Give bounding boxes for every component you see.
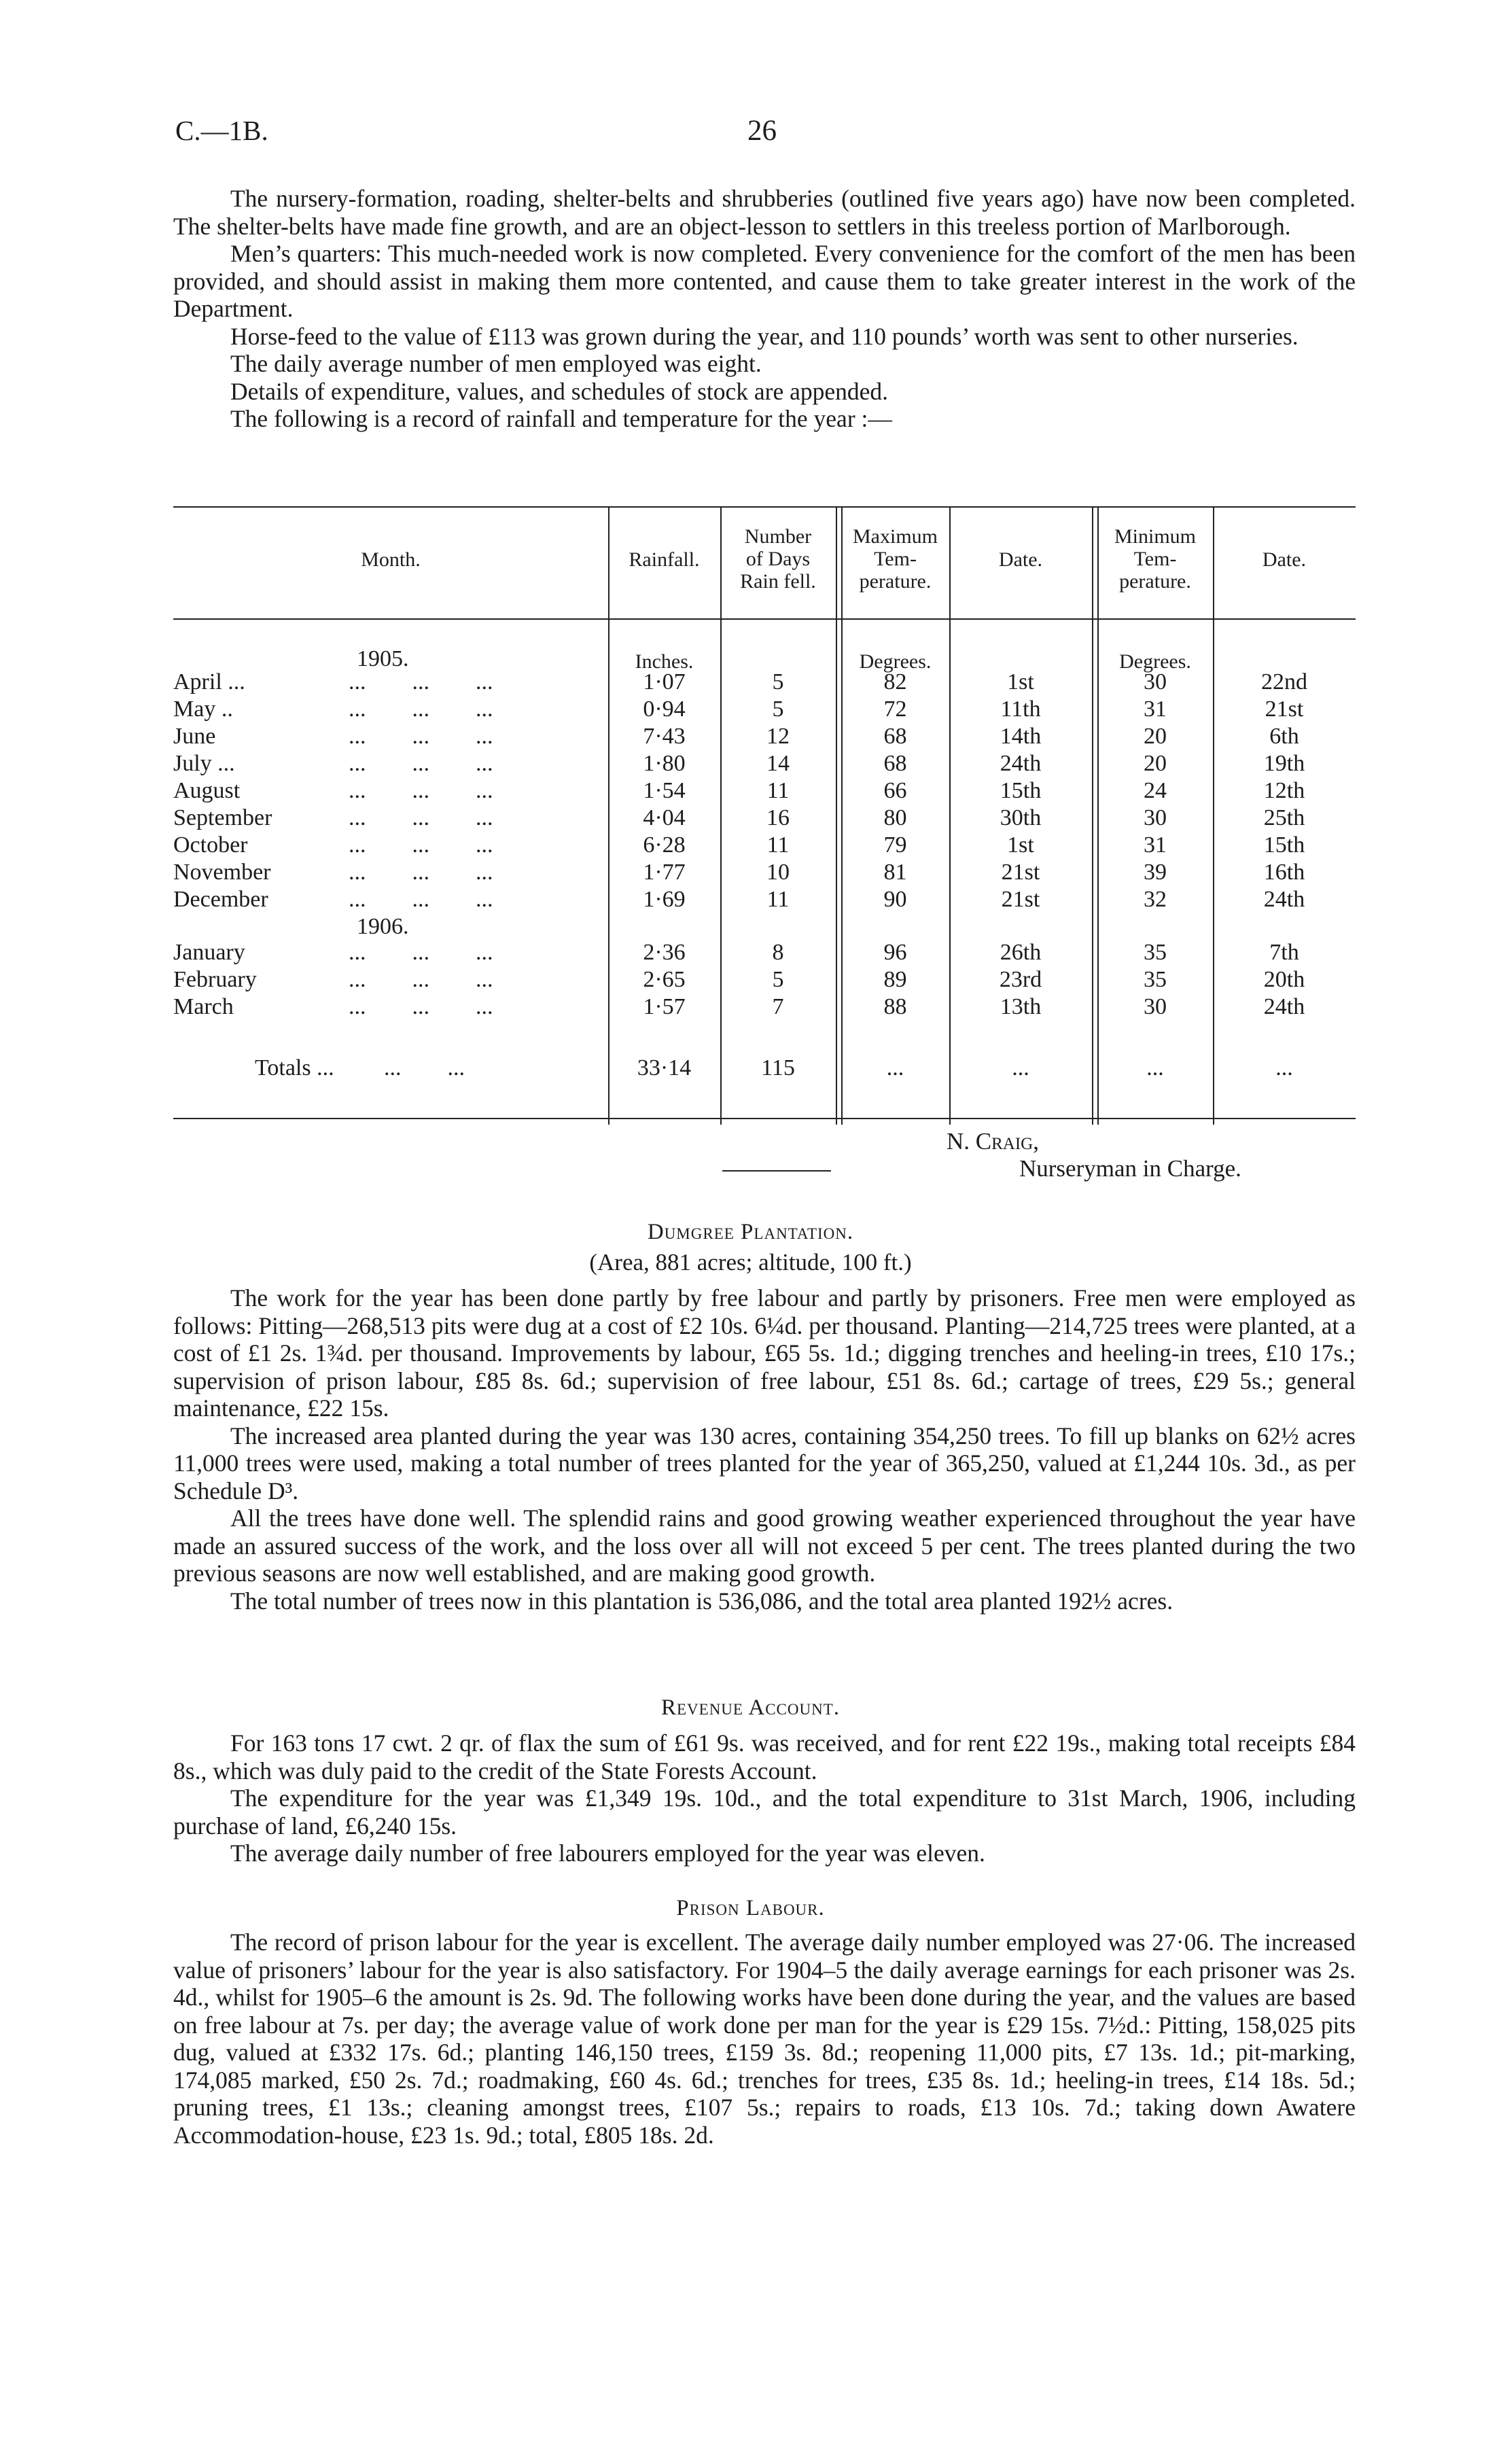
cell-min-temp: 24 <box>1144 778 1167 803</box>
document-code: C.—1B. <box>175 115 268 146</box>
cell-rainfall: 0·94 <box>643 697 686 722</box>
prison-text <box>173 1929 1356 2149</box>
cell-leader-dots: ... ... ... <box>349 697 493 722</box>
cell-month: November <box>173 860 271 885</box>
cell-days: 10 <box>766 860 790 885</box>
header-month: Month. <box>361 548 421 571</box>
totals-date-min: ... <box>1275 1055 1293 1080</box>
cell-leader-dots: ... ... ... <box>349 751 493 776</box>
unit-label: Degrees. <box>859 650 932 673</box>
paragraph: Men’s quarters: This much-needed work is now completed. Every convenience for the comfort of the men has been provided, and should assist in making them more contented, and cause them to take greater interest in the work of the Department. <box>173 240 1356 322</box>
cell-date-max: 26th <box>1000 940 1042 965</box>
paragraph: The daily average number of men employed was eight. <box>230 350 762 377</box>
cell-date-min: 24th <box>1263 994 1305 1019</box>
header-line: Tem- <box>874 548 917 570</box>
cell-date-min: 15th <box>1263 832 1305 858</box>
cell-days: 5 <box>772 697 784 722</box>
cell-date-max: 21st <box>1001 860 1040 885</box>
cell-date-max: 14th <box>1000 724 1042 749</box>
revenue-text <box>173 1729 1356 1867</box>
cell-month: September <box>173 805 272 830</box>
signature-name-text: N. Craig, <box>947 1128 1039 1155</box>
cell-date-min: 22nd <box>1261 669 1307 694</box>
paragraph: For 163 tons 17 cwt. 2 qr. of flax the sum of £61 9s. was received, and for rent £22 19s., making total receipts £84 8s., which was duly paid to the credit of the State Forests Account. <box>173 1729 1356 1784</box>
cell-rainfall: 1·80 <box>643 751 686 776</box>
cell-min-temp: 31 <box>1144 832 1167 858</box>
cell-date-max: 30th <box>1000 805 1042 830</box>
paragraph: Details of expenditure, values, and schedules of stock are appended. <box>230 377 889 405</box>
paragraph: The work for the year has been done partly by free labour and partly by prisoners. Free men were employed as follows: Pitting—268,513 pits were dug at a cost of £2 10s. 6¼d. per thousand. Planting—214,725 trees were planted, at a cost of £1 2s. 1¾d. per thousand. Improvements by labour, £65 5s. 1d.; digging trenches and heeling-in trees, £10 17s.; supervision of prison labour, £85 8s. 6d.; supervision of free labour, £51 8s. 6d.; cartage of trees, £29 5s.; general maintenance, £22 15s. <box>173 1284 1356 1422</box>
signature-title: Nurseryman in Charge. <box>1019 1155 1241 1182</box>
intro-text <box>173 185 1356 433</box>
cell-date-min: 12th <box>1263 778 1305 803</box>
header-line: perature. <box>859 570 932 593</box>
paragraph: The following is a record of rainfall and temperature for the year :— <box>230 405 892 432</box>
cell-days: 5 <box>772 669 784 694</box>
cell-date-max: 13th <box>1000 994 1042 1019</box>
unit-label: Degrees. <box>1119 650 1191 673</box>
header-max-temp <box>841 525 949 593</box>
cell-max-temp: 90 <box>883 887 907 912</box>
cell-month: October <box>173 832 248 858</box>
cell-rainfall: 1·07 <box>643 669 686 694</box>
page-number: 26 <box>747 115 777 147</box>
cell-leader-dots: ... ... ... <box>349 860 493 885</box>
cell-max-temp: 79 <box>883 832 907 858</box>
dumgree-text <box>173 1284 1356 1615</box>
section-subheading-dumgree: (Area, 881 acres; altitude, 100 ft.) <box>589 1249 912 1275</box>
cell-date-max: 21st <box>1001 887 1040 912</box>
cell-min-temp: 20 <box>1144 724 1167 749</box>
cell-month: August <box>173 778 241 803</box>
signature-rule <box>722 1170 831 1172</box>
cell-leader-dots: ... ... ... <box>349 994 493 1019</box>
cell-rainfall: 6·28 <box>643 832 686 858</box>
column-divider <box>1092 506 1093 1125</box>
cell-min-temp: 31 <box>1144 697 1167 722</box>
cell-days: 11 <box>766 887 790 912</box>
year-label: 1906. <box>357 914 409 939</box>
cell-min-temp: 30 <box>1144 805 1167 830</box>
cell-month: June <box>173 724 216 749</box>
cell-date-max: 1st <box>1007 832 1034 858</box>
paragraph: The total number of trees now in this plantation is 536,086, and the total area planted 192½ acres. <box>230 1587 1173 1615</box>
cell-date-min: 6th <box>1269 724 1299 749</box>
header-line: Rain fell. <box>740 570 816 593</box>
cell-min-temp: 32 <box>1144 887 1167 912</box>
cell-days: 5 <box>772 967 784 992</box>
unit-label: Inches. <box>635 650 694 673</box>
header-days <box>720 525 836 593</box>
cell-date-max: 15th <box>1000 778 1042 803</box>
header-rainfall: Rainfall. <box>629 548 700 571</box>
totals-date-max: ... <box>1012 1055 1029 1080</box>
cell-date-min: 16th <box>1263 860 1305 885</box>
cell-min-temp: 30 <box>1144 669 1167 694</box>
cell-days: 16 <box>766 805 790 830</box>
totals-dots: ... ... <box>384 1055 465 1080</box>
cell-month: May .. <box>173 697 233 722</box>
cell-max-temp: 68 <box>883 751 907 776</box>
cell-max-temp: 80 <box>883 805 907 830</box>
cell-date-min: 7th <box>1269 940 1299 965</box>
cell-leader-dots: ... ... ... <box>349 805 493 830</box>
totals-max: ... <box>886 1055 904 1080</box>
cell-rainfall: 4·04 <box>643 805 686 830</box>
cell-date-min: 25th <box>1263 805 1305 830</box>
section-heading-revenue: Revenue Account. <box>660 1695 841 1720</box>
cell-max-temp: 81 <box>883 860 907 885</box>
cell-date-min: 21st <box>1265 697 1304 722</box>
cell-rainfall: 1·57 <box>643 994 686 1019</box>
cell-leader-dots: ... ... ... <box>349 724 493 749</box>
table-rule <box>173 618 1356 620</box>
cell-month: March <box>173 994 234 1019</box>
cell-rainfall: 7·43 <box>643 724 686 749</box>
cell-min-temp: 39 <box>1144 860 1167 885</box>
cell-max-temp: 89 <box>883 967 907 992</box>
cell-date-max: 24th <box>1000 751 1042 776</box>
cell-date-min: 19th <box>1263 751 1305 776</box>
header-line: Number <box>744 525 812 548</box>
cell-min-temp: 20 <box>1144 751 1167 776</box>
table-rule <box>173 506 1356 508</box>
cell-leader-dots: ... ... ... <box>349 967 493 992</box>
cell-month: July ... <box>173 751 235 776</box>
header-line: Minimum <box>1114 525 1196 548</box>
cell-rainfall: 1·54 <box>643 778 686 803</box>
cell-leader-dots: ... ... ... <box>349 887 493 912</box>
cell-days: 14 <box>766 751 790 776</box>
header-line: Tem- <box>1133 548 1177 570</box>
cell-min-temp: 35 <box>1144 940 1167 965</box>
header-line: perature. <box>1119 570 1191 593</box>
cell-month: April ... <box>173 669 245 694</box>
rainfall-table <box>173 506 1356 1125</box>
cell-rainfall: 2·36 <box>643 940 686 965</box>
cell-leader-dots: ... ... ... <box>349 940 493 965</box>
paragraph: Horse-feed to the value of £113 was grown during the year, and 110 pounds’ worth was sent to other nurseries. <box>230 322 1299 350</box>
paragraph: All the trees have done well. The splendid rains and good growing weather experienced throughout the year have made an assured success of the work, and the loss over all will not exceed 5 per cent. The trees planted during the two previous seasons are now well established, and are making good growth. <box>173 1504 1356 1587</box>
cell-rainfall: 2·65 <box>643 967 686 992</box>
totals-rainfall: 33·14 <box>637 1055 692 1080</box>
cell-days: 7 <box>772 994 784 1019</box>
header-line: of Days <box>745 548 811 570</box>
paragraph: The increased area planted during the year was 130 acres, containing 354,250 trees. To fill up blanks on 62½ acres 11,000 trees were used, making a total number of trees planted for the year of 365,250, valued at £1,244 10s. 3d., as per Schedule D³. <box>173 1422 1356 1504</box>
cell-days: 8 <box>772 940 784 965</box>
cell-max-temp: 96 <box>883 940 907 965</box>
cell-month: January <box>173 940 245 965</box>
signature-name <box>947 1128 1039 1155</box>
cell-leader-dots: ... ... ... <box>349 832 493 858</box>
cell-date-max: 11th <box>1000 697 1041 722</box>
section-heading-prison: Prison Labour. <box>676 1896 825 1920</box>
cell-days: 12 <box>766 724 790 749</box>
paragraph: The record of prison labour for the year is excellent. The average daily number employed was 27·06. The increased value of prisoners’ labour for the year is also satisfactory. For 1904–5 the daily average earnings for each prisoner was 2s. 4d., whilst for 1905–6 the amount is 2s. 9d. The following works have been done during the year, and the values are based on free labour at 7s. per day; the average value of work done per man for the year is £29 15s. 7½d.: Pitting, 158,025 pits dug, valued at £332 17s. 6d.; planting 146,150 trees, £159 3s. 8d.; reopening 11,000 pits, £7 13s. 1d.; pit-marking, 174,085 marked, £50 2s. 7d.; roadmaking, £60 4s. 6d.; trenches for trees, £35 8s. 1d.; heeling-in trees, £14 18s. 5d.; pruning trees, £1 13s.; cleaning amongst trees, £107 5s.; repairs to roads, £13 10s. 7d.; taking down Awatere Accommodation-house, £23 1s. 9d.; total, £805 18s. 2d. <box>173 1929 1356 2149</box>
cell-date-max: 23rd <box>999 967 1042 992</box>
header-min-temp <box>1097 525 1213 593</box>
cell-days: 11 <box>766 778 790 803</box>
cell-rainfall: 1·77 <box>643 860 686 885</box>
cell-min-temp: 30 <box>1144 994 1167 1019</box>
header-date-min: Date. <box>1262 548 1307 571</box>
column-divider <box>836 506 837 1125</box>
totals-min: ... <box>1146 1055 1164 1080</box>
cell-leader-dots: ... ... ... <box>349 778 493 803</box>
cell-max-temp: 88 <box>883 994 907 1019</box>
section-heading-dumgree: Dumgree Plantation. <box>647 1220 854 1244</box>
cell-date-max: 1st <box>1007 669 1034 694</box>
cell-month: December <box>173 887 268 912</box>
cell-date-min: 24th <box>1263 887 1305 912</box>
table-rule <box>173 1118 1356 1119</box>
paragraph: The expenditure for the year was £1,349 19s. 10d., and the total expenditure to 31st March, 1906, including purchase of land, £6,240 15s. <box>173 1784 1356 1840</box>
cell-date-min: 20th <box>1263 967 1305 992</box>
cell-month: February <box>173 967 257 992</box>
year-label: 1905. <box>357 646 409 671</box>
cell-leader-dots: ... ... ... <box>349 669 493 694</box>
cell-max-temp: 72 <box>883 697 907 722</box>
paragraph: The average daily number of free labourers employed for the year was eleven. <box>230 1840 985 1867</box>
header-date-max: Date. <box>998 548 1043 571</box>
cell-rainfall: 1·69 <box>643 887 686 912</box>
cell-max-temp: 68 <box>883 724 907 749</box>
cell-min-temp: 35 <box>1144 967 1167 992</box>
totals-label: Totals ... <box>255 1055 334 1080</box>
cell-max-temp: 82 <box>883 669 907 694</box>
totals-days: 115 <box>761 1055 795 1080</box>
header-line: Maximum <box>853 525 938 548</box>
cell-max-temp: 66 <box>883 778 907 803</box>
cell-days: 11 <box>766 832 790 858</box>
paragraph: The nursery-formation, roading, shelter-belts and shrubberies (outlined five years ago) have now been completed. The shelter-belts have made fine growth, and are an object-lesson to settlers in this treeless portion of Marlborough. <box>173 185 1356 240</box>
